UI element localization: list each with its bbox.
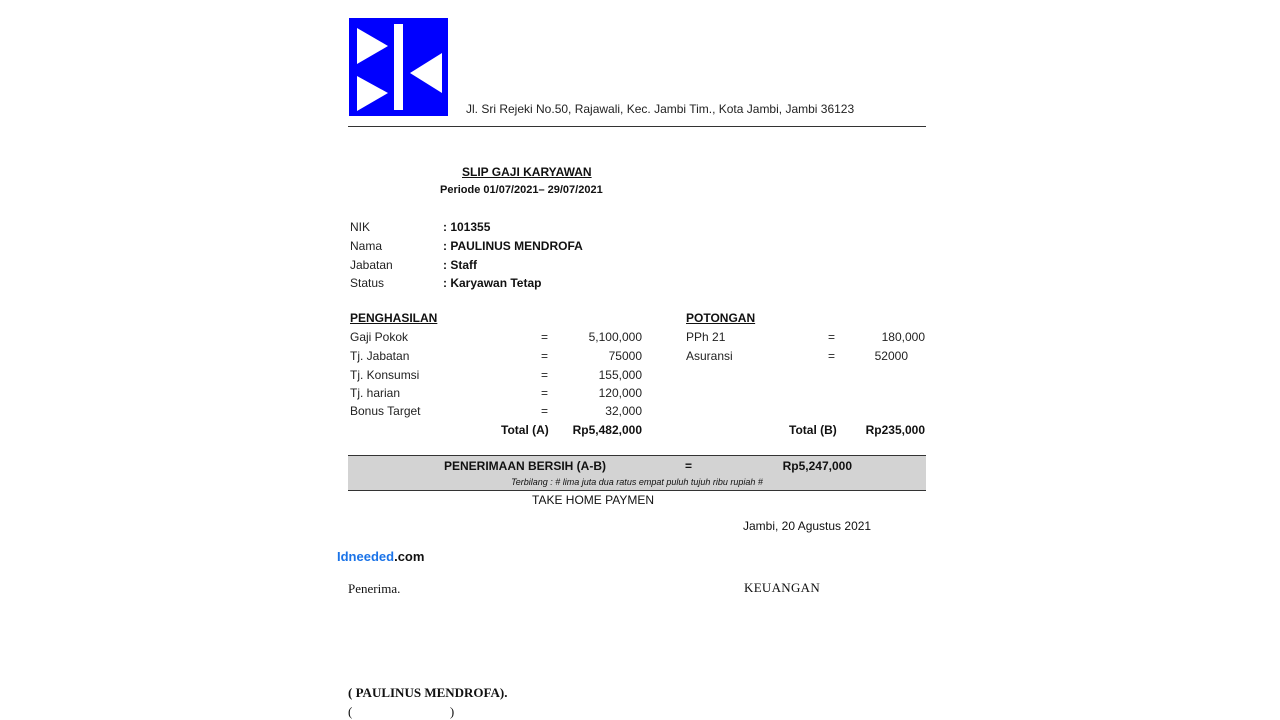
deduction-item-eq: =: [828, 349, 836, 363]
employee-label: NIK: [350, 220, 371, 234]
income-item-eq: =: [541, 349, 549, 363]
employee-label: Status: [350, 276, 385, 290]
deductions-total-label: Total (B): [789, 423, 837, 437]
deductions-total-value: Rp235,000: [865, 423, 925, 437]
income-heading: PENGHASILAN: [350, 311, 438, 325]
watermark-part1: Idneeded: [337, 549, 395, 564]
finance-label: KEUANGAN: [744, 580, 821, 595]
income-item-label: Tj. harian: [350, 386, 401, 400]
header-divider: [348, 126, 926, 127]
take-home-pay: TAKE HOME PAYMEN: [532, 493, 655, 507]
net-pay-label: PENERIMAAN BERSIH (A-B): [444, 459, 606, 473]
income-item-label: Bonus Target: [350, 404, 421, 418]
income-item-amount: 5,100,000: [588, 330, 642, 344]
employee-value: : 101355: [443, 220, 491, 234]
employee-label: Nama: [350, 239, 383, 253]
net-pay-eq: =: [685, 459, 693, 473]
watermark: [337, 549, 424, 564]
income-item-label: Gaji Pokok: [350, 330, 409, 344]
deductions-heading: POTONGAN: [686, 311, 756, 325]
income-item-amount: 155,000: [598, 368, 642, 382]
deduction-item-amount: 52000: [874, 349, 908, 363]
recipient-name: ( PAULINUS MENDROFA).: [348, 685, 508, 700]
employee-label: Jabatan: [350, 258, 393, 272]
deduction-item-label: Asuransi: [686, 349, 733, 363]
income-item-eq: =: [541, 330, 549, 344]
income-total-value: Rp5,482,000: [572, 423, 642, 437]
employee-value: : PAULINUS MENDROFA: [443, 239, 583, 253]
employee-value: : Karyawan Tetap: [443, 276, 542, 290]
income-item-amount: 75000: [608, 349, 642, 363]
employee-value: : Staff: [443, 258, 477, 272]
income-item-label: Tj. Jabatan: [350, 349, 410, 363]
income-item-label: Tj. Konsumsi: [350, 368, 420, 382]
income-item-eq: =: [541, 386, 549, 400]
recipient-label: Penerima.: [348, 581, 401, 596]
income-item-amount: 32,000: [605, 404, 642, 418]
income-item-amount: 120,000: [598, 386, 642, 400]
signature-blank-line: ( ): [348, 704, 455, 719]
income-item-eq: =: [541, 404, 549, 418]
deduction-item-eq: =: [828, 330, 836, 344]
slip-period: Periode 01/07/2021– 29/07/2021: [440, 184, 603, 196]
net-pay-value: Rp5,247,000: [782, 459, 852, 473]
deduction-item-amount: 180,000: [881, 330, 925, 344]
company-logo: [349, 18, 448, 116]
deduction-item-label: PPh 21: [686, 330, 726, 344]
place-date: Jambi, 20 Agustus 2021: [743, 519, 872, 533]
watermark-part2: .com: [394, 549, 425, 564]
slip-title: SLIP GAJI KARYAWAN: [462, 165, 592, 179]
income-item-eq: =: [541, 368, 549, 382]
amount-in-words: Terbilang : # lima juta dua ratus empat puluh tujuh ribu rupiah #: [511, 477, 763, 487]
company-address: Jl. Sri Rejeki No.50, Rajawali, Kec. Jambi Tim., Kota Jambi, Jambi 36123: [466, 102, 855, 116]
income-total-label: Total (A): [501, 423, 549, 437]
